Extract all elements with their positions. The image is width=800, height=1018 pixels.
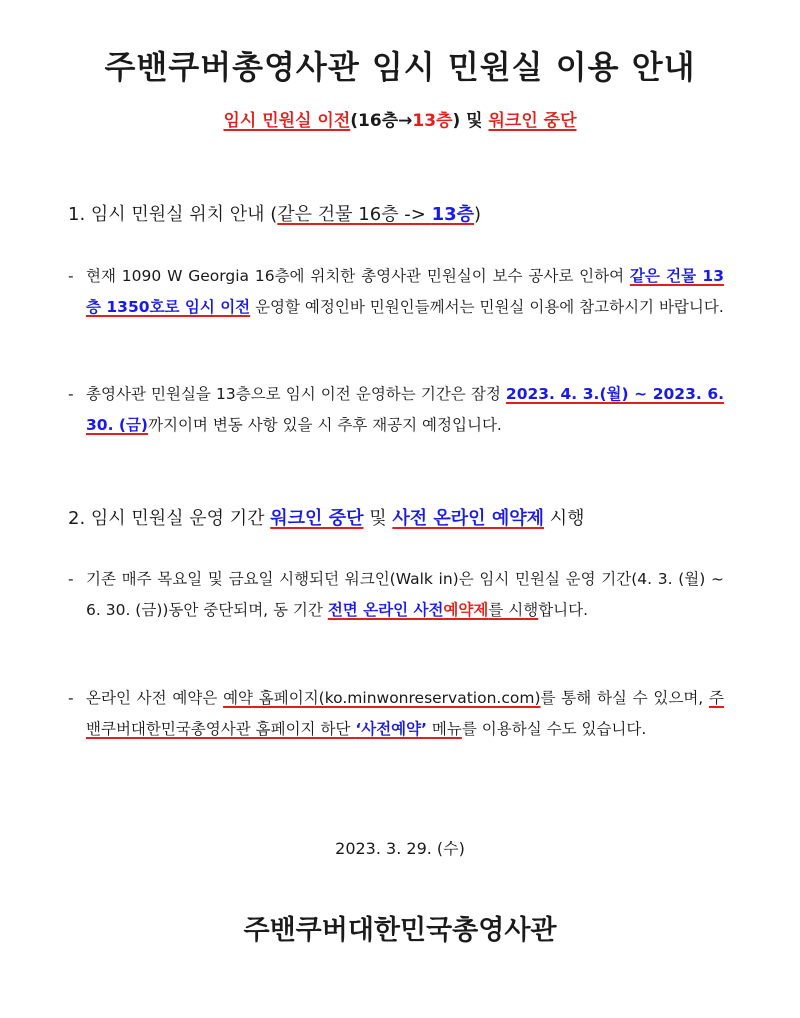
period-highlight: 2023. 4. 3.(월) ~ 2023. 6. 30. (금) [86, 385, 724, 434]
section2-heading-prefix: 2. 임시 민원실 운영 기간 [68, 508, 271, 529]
text-run-underlined: 를 시행 [488, 601, 539, 619]
subtitle-and: ) 및 [452, 111, 489, 131]
section2-paragraph-1 [68, 564, 724, 626]
section1-paragraph-1 [68, 261, 724, 323]
section2-heading-walkin: 워크인 중단 [270, 508, 364, 529]
bullet-dash: - [68, 689, 74, 707]
paragraph-text [68, 564, 724, 626]
reservation-system-highlight: 예약제 [443, 601, 489, 619]
text-run: 를 통해 하실 수 있으며, [540, 689, 709, 707]
text-run: 운영할 예정인바 민원인들께서는 민원실 이용에 참고하시기 바랍니다. [250, 298, 724, 316]
pre-reservation-menu-highlight: ‘사전예약’ [355, 720, 427, 738]
subtitle-new-floor: 13층 [412, 111, 453, 131]
paragraph-text [68, 379, 724, 441]
issuer-signature: 주밴쿠버대한민국총영사관 [243, 915, 557, 946]
subtitle-floors: (16층→ [350, 111, 413, 131]
menu-text: 메뉴 [427, 720, 462, 738]
text-run: 까지이며 변동 사항 있을 시 추후 재공지 예정입니다. [148, 416, 502, 434]
text-run: 합니다. [538, 601, 589, 619]
page-title: 주밴쿠버총영사관 임시 민원실 이용 안내 [104, 48, 696, 86]
paragraph-text [68, 261, 724, 323]
section1-heading-highlight: 13층 [431, 204, 475, 225]
section2-heading-reservation: 사전 온라인 예약제 [392, 508, 544, 529]
text-run: 총영사관 민원실을 13층으로 임시 이전 운영하는 기간은 잠정 [86, 385, 506, 403]
subtitle-walkin-stop: 워크인 중단 [488, 111, 577, 131]
text-run: 를 이용하실 수도 있습니다. [461, 720, 647, 738]
paragraph-text [68, 683, 724, 745]
section1-paragraph-2 [68, 379, 724, 441]
section1-heading-mid: 같은 건물 16층 -> [277, 204, 432, 225]
text-run: 현재 1090 W Georgia 16층에 위치한 총영사관 민원실이 보수 공사로 인하여 [86, 267, 630, 285]
section1-heading-prefix: 1. 임시 민원실 위치 안내 ( [68, 204, 278, 225]
section2-heading-and: 및 [363, 508, 393, 529]
document-date: 2023. 3. 29. (수) [335, 839, 465, 858]
bullet-dash: - [68, 385, 74, 403]
section2-paragraph-2 [68, 683, 724, 745]
section1-heading [68, 200, 481, 226]
reservation-site-link[interactable]: 예약 홈페이지(ko.minwonreservation.com) [223, 689, 541, 707]
section2-heading [68, 504, 584, 530]
consulate-homepage-text: 주밴쿠버대한민국총영사관 홈페이지 하단 [86, 689, 724, 738]
section2-heading-suffix: 시행 [543, 508, 585, 529]
text-run: 기존 매주 목요일 및 금요일 시행되던 워크인(Walk in)은 임시 민원실 운영 기간(4. 3. (월) ~ 6. 30. (금))동안 중단되며, 동 기간 [86, 570, 724, 619]
online-reservation-highlight: 전면 온라인 사전 [327, 601, 444, 619]
bullet-dash: - [68, 570, 74, 588]
subtitle [0, 106, 800, 131]
section1-heading-suffix: ) [474, 204, 482, 225]
bullet-dash: - [68, 267, 74, 285]
text-run: 온라인 사전 예약은 [86, 689, 224, 707]
relocation-highlight: 같은 건물 13층 1350호로 임시 이전 [86, 267, 724, 316]
subtitle-relocation: 임시 민원실 이전 [223, 111, 351, 131]
